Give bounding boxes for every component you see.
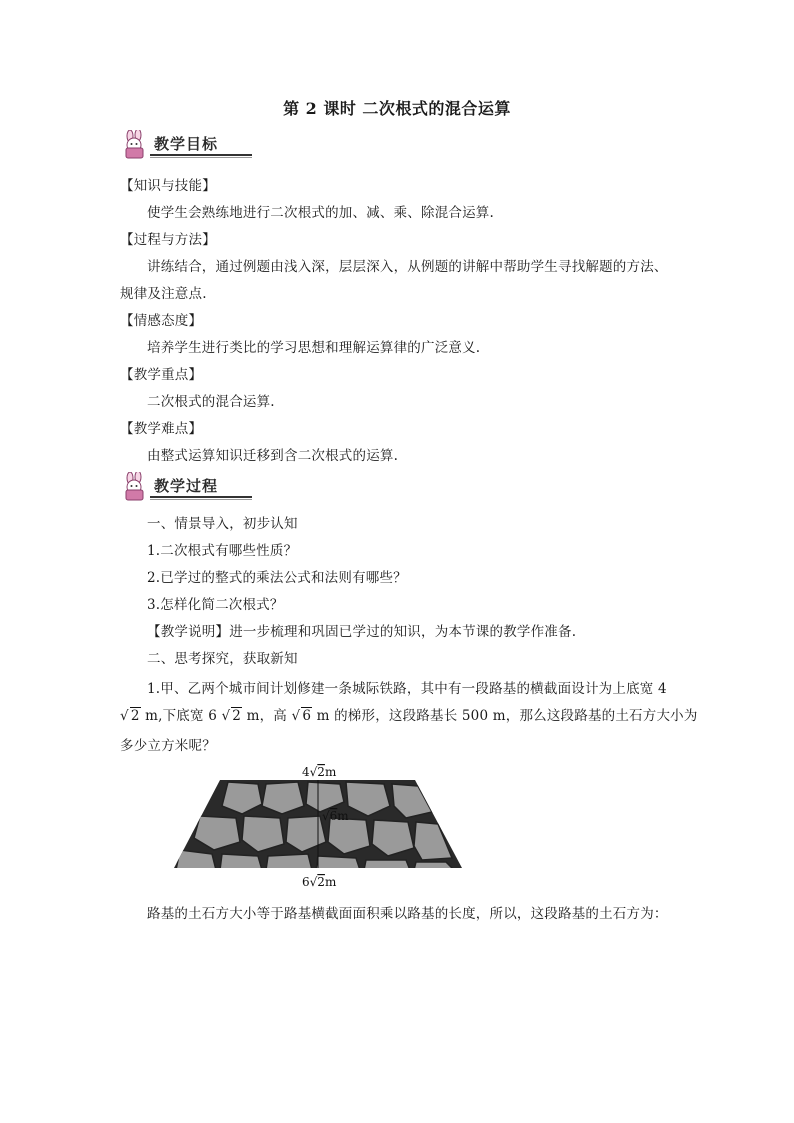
height-label: √6m — [322, 809, 349, 823]
goal-key-text: 二次根式的混合运算. — [147, 394, 275, 410]
sqrt-2: √ 2 — [120, 708, 140, 724]
goal-knowledge-text: 使学生会熟练地进行二次根式的加、减、乘、除混合运算. — [147, 205, 494, 221]
page-title: 第 2 课时 二次根式的混合运算 — [283, 99, 511, 118]
process-step-1-heading: 一、情景导入，初步认知 — [147, 516, 298, 532]
problem-text-line-1: 1.甲、乙两个城市间计划修建一条城际铁路，其中有一段路基的横截面设计为上底宽 4 — [147, 681, 667, 697]
section-title-goals: 教学目标 — [154, 135, 219, 153]
roadbed-trapezoid-figure — [170, 762, 465, 890]
section-rule-thin — [150, 157, 252, 158]
top-base-label: 4√2m — [302, 765, 337, 779]
section-rule — [150, 496, 252, 498]
goal-key-heading: 【教学重点】 — [120, 367, 203, 383]
question-3: 3.怎样化简二次根式？ — [147, 597, 284, 613]
section-badge-goals — [118, 130, 253, 160]
goal-emotion-text: 培养学生进行类比的学习思想和理解运算律的广泛意义. — [147, 340, 481, 356]
section-title-process: 教学过程 — [154, 477, 219, 495]
rabbit-mascot-icon — [118, 130, 152, 160]
goal-process-text-1: 讲练结合，通过例题由浅入深，层层深入，从例题的讲解中帮助学生寻找解题的方法、 — [147, 259, 668, 275]
goal-difficulty-text: 由整式运算知识迁移到含二次根式的运算. — [147, 448, 399, 464]
sqrt-2: √ 2 — [221, 708, 242, 724]
goal-knowledge-heading: 【知识与技能】 — [120, 178, 216, 194]
teaching-note: 【教学说明】进一步梳理和巩固已学过的知识，为本节课的教学作准备. — [147, 624, 577, 640]
section-rule-thin — [150, 499, 252, 500]
section-rule — [150, 154, 252, 156]
section-badge-process — [118, 472, 253, 502]
sqrt-6: √ 6 — [291, 708, 312, 724]
bottom-base-label: 6√2m — [302, 875, 337, 889]
problem-text-line-3: 多少立方米呢？ — [120, 738, 216, 754]
goal-difficulty-heading: 【教学难点】 — [120, 421, 203, 437]
question-1: 1.二次根式有哪些性质？ — [147, 543, 298, 559]
question-2: 2.已学过的整式的乘法公式和法则有哪些？ — [147, 570, 407, 586]
goal-process-heading: 【过程与方法】 — [120, 232, 216, 248]
rabbit-mascot-icon — [118, 472, 152, 502]
process-step-2-heading: 二、思考探究，获取新知 — [147, 651, 298, 667]
problem-text-line-2: √ 2 m,下底宽 6 √ 2 m，高 √ 6 m 的梯形，这段路基长 500 m，那么这段路基的土石方大小为 — [120, 708, 698, 724]
goal-process-text-2: 规律及注意点. — [120, 286, 207, 302]
conclusion-text: 路基的土石方大小等于路基横截面面积乘以路基的长度，所以，这段路基的土石方为： — [147, 906, 668, 922]
goal-emotion-heading: 【情感态度】 — [120, 313, 203, 329]
